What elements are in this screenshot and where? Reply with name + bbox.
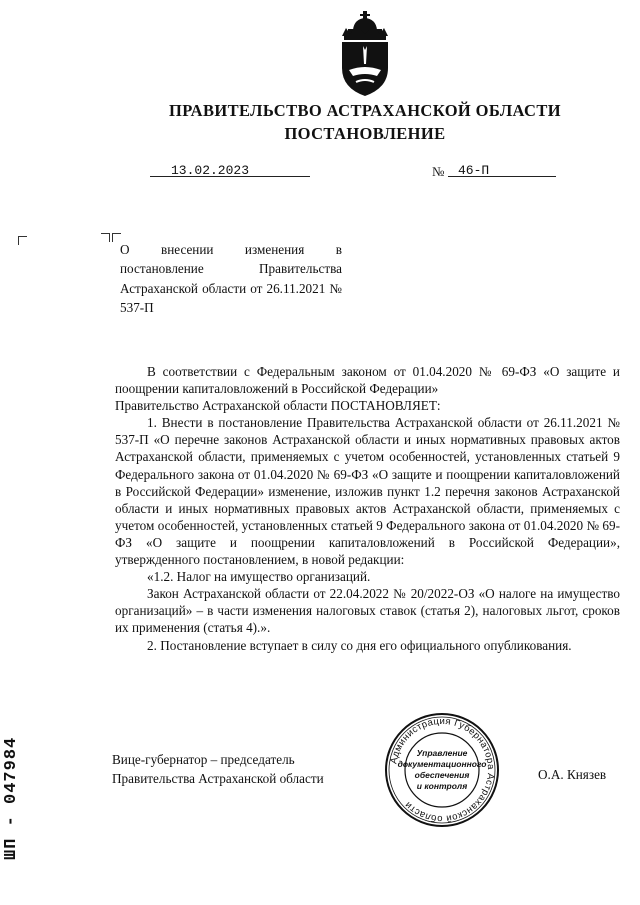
document-body [115, 363, 620, 654]
clause-1: 1. Внести в постановление Правительства Астраханской области от 26.11.2021 № 537-П «О перечне законов Астраханской области и иных нормативных правовых актов Астраханской области, применяемых с учетом особенностей, установленных статьей 9 Федерального закона от 01.04.2020 № 69-ФЗ «О защите и поощрении капиталовложений в Российской Федерации» изменение, изложив пункт 1.2 перечня законов Астраханской области и иных нормативных правовых актов Астраханской области, применяемых с учетом особенностей, установленных статьей 9 Федерального закона от 01.04.2020 № 69-ФЗ «О защите и поощрении капиталовложений в Российской Федерации», утвержденного постановлением, в новой редакции: [115, 415, 620, 568]
document-date: 13.02.2023 [171, 163, 250, 178]
seal-ring-text: Администрация Губернатора Астраханской области [388, 715, 497, 825]
seal-center-line2: документационного [397, 759, 487, 769]
document-type: ПОСТАНОВЛЕНИЕ [284, 124, 446, 143]
signatory-name: О.А. Князев [538, 767, 607, 782]
corner-mark-subject-right [101, 233, 110, 242]
seal-center-line3: обеспечения [414, 770, 470, 780]
seal-center-line1: Управление [416, 748, 468, 758]
date-underline [150, 176, 310, 177]
registry-stamp-code: ШП - 047984 [2, 736, 21, 860]
coat-of-arms-emblem [336, 10, 394, 98]
seal-center-line4: и контроля [416, 781, 468, 791]
document-subject: О внесении изменения в постановление Правительства Астраханской области от 26.11.2021 № 537-П [120, 242, 342, 315]
preamble-paragraph: В соответствии с Федеральным законом от 01.04.2020 № 69-ФЗ «О защите и поощрении капиталовложений в Российской Федерации» [115, 364, 620, 397]
signatory-position-line2: Правительства Астраханской области [112, 770, 324, 786]
official-seal [384, 712, 500, 828]
resolves-line: Правительство Астраханской области ПОСТАНОВЛЯЕТ: [115, 398, 441, 414]
government-title: ПРАВИТЕЛЬСТВО АСТРАХАНСКОЙ ОБЛАСТИ [169, 101, 561, 120]
number-underline [448, 176, 556, 177]
clause-1-2: «1.2. Налог на имущество организаций. [147, 569, 371, 585]
document-number: 46-П [458, 163, 490, 178]
clause-2: 2. Постановление вступает в силу со дня его официального опубликования. [147, 637, 572, 653]
signatory-position [112, 751, 324, 788]
number-sign: № [432, 164, 445, 179]
signatory-position-line1: Вице-губернатор – председатель [112, 752, 295, 767]
corner-mark-left [18, 236, 27, 245]
clause-1-2-law: Закон Астраханской области от 22.04.2022 № 20/2022-ОЗ «О налоге на имущество организаций» – в части изменения налоговых ставок (статья 2), налоговых льгот, сроков их применения (статья 4).». [115, 586, 620, 636]
